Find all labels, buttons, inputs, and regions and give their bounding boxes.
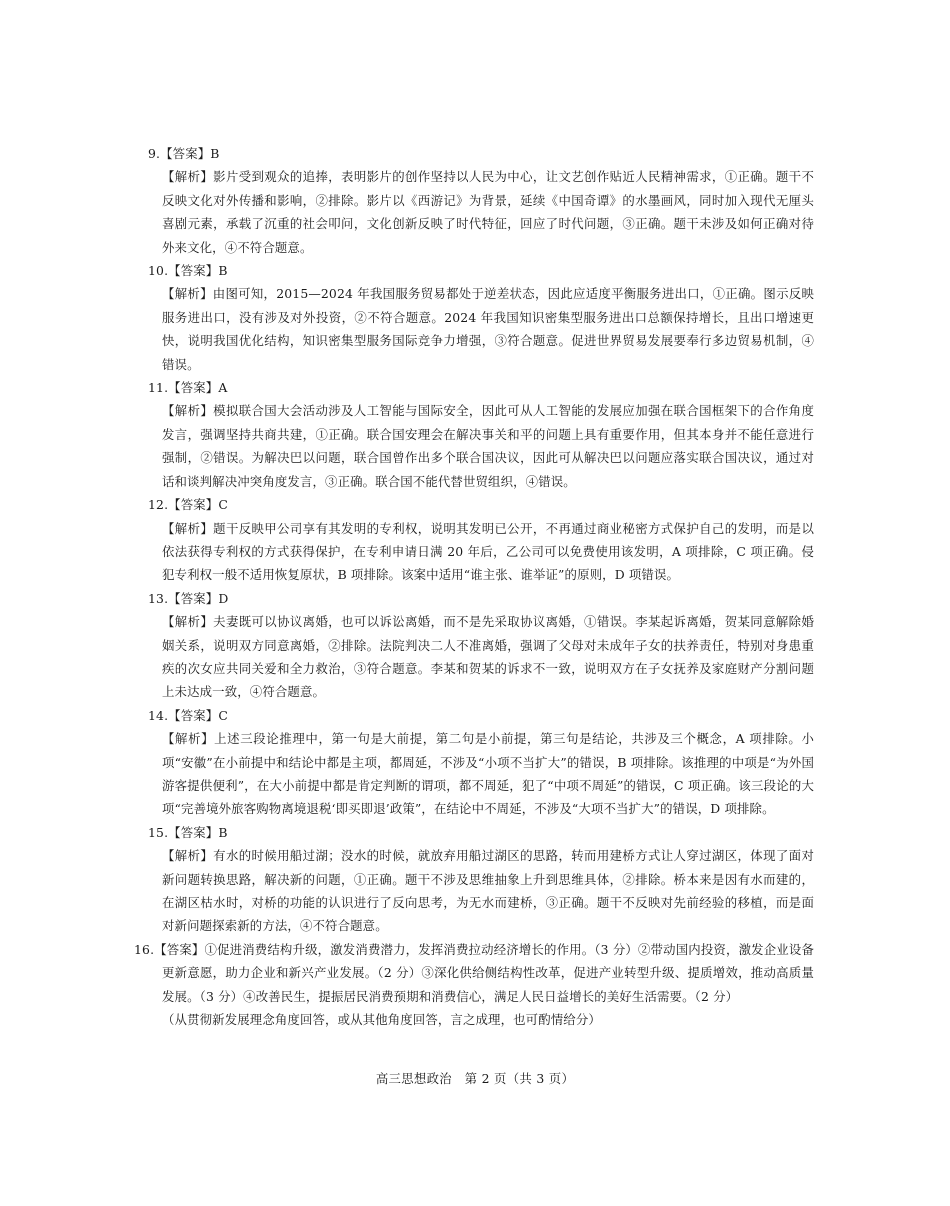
answer-text: 【答案】A	[168, 380, 228, 396]
answer-line	[148, 587, 814, 610]
answer-item-11	[148, 376, 814, 493]
answer-item-16	[134, 938, 814, 1032]
answer-item-10	[148, 259, 814, 376]
scoring-note: （从贯彻新发展理念角度回答，或从其他角度回答，言之成理，也可酌情给分）	[162, 1012, 601, 1028]
analysis-text: 【解析】有水的时候用船过湖；没水的时候，就放弃用船过湖区的思路，转而用建桥方式让人穿过湖区，体现了面对新问题转换思路，解决新的问题，①正确。题干不涉及思维抽象上升到思维具体，②排除。桥本来是因有水而建的，在湖区枯水时，对桥的功能的认识进行了反向思考，为无水而建桥，③正确。题干不反映对先前经验的移植，而是面对新问题探索新的方法，④不符合题意。	[162, 848, 814, 934]
answer-text: 【答案】C	[168, 497, 228, 513]
answer-item-15	[148, 821, 814, 938]
question-number: 14.	[148, 707, 169, 723]
answer-text: 【答案】D	[168, 590, 229, 606]
answer-line	[148, 142, 814, 165]
question-number: 16.	[134, 941, 155, 957]
question-number: 10.	[148, 263, 169, 279]
page-footer: 高三思想政治 第 2 页（共 3 页）	[375, 1071, 575, 1086]
answer-line	[148, 704, 814, 727]
analysis-text: 【解析】影片受到观众的追捧，表明影片的创作坚持以人民为中心，让文艺创作贴近人民精神需求，①正确。题干不反映文化对外传播和影响，②排除。影片以《西游记》为背景，延续《中国奇谭》的水墨画风，同时加入现代无厘头喜剧元素，承载了沉重的社会叩问，文化创新反映了时代特征，回应了时代问题，③正确。题干未涉及如何正确对待外来文化，④不符合题意。	[162, 169, 814, 255]
analysis-text: 【解析】夫妻既可以协议离婚，也可以诉讼离婚，而不是先采取协议离婚，①错误。李某起诉离婚，贺某同意解除婚姻关系，说明双方同意离婚，②排除。法院判决二人不准离婚，强调了父母对未成年子女的扶养责任，特别对身患重疾的次女应共同关爱和全力救治，③符合题意。李某和贺某的诉求不一致，说明双方在子女抚养及家庭财产分割问题上未达成一致，④符合题意。	[162, 614, 814, 700]
answer-line	[148, 259, 814, 282]
answer-text: 【答案】①促进消费结构升级，激发消费潜力，发挥消费拉动经济增长的作用。（3 分）②带动国内投资，激发企业设备更新意愿，助力企业和新兴产业发展。（2 分）③深化供给侧结构性改革，促进产业转型升级、提质增效，推动高质量发展。（3 分）④改善民生，提振居民消费预期和消费信心，满足人民日益增长的美好生活需要。（2 分）	[154, 941, 814, 1004]
answer-item-12	[148, 493, 814, 587]
answer-line	[148, 493, 814, 516]
question-number: 13.	[148, 590, 169, 606]
question-number: 15.	[148, 824, 169, 840]
answer-line	[134, 938, 814, 1008]
answer-item-14	[148, 704, 814, 821]
answer-item-13	[148, 587, 814, 704]
answer-text: 【答案】B	[160, 146, 220, 161]
analysis-text: 【解析】由图可知，2015—2024 年我国服务贸易都处于逆差状态，因此应适度平衡服务进出口，①正确。图示反映服务进出口，没有涉及对外投资，②不符合题意。2024 年我国知识密集型服务进出口总额保持增长，且出口增速更快，说明我国优化结构，知识密集型服务国际竞争力增强，③符合题意。促进世界贸易发展要奉行多边贸易机制，④错误。	[162, 286, 814, 372]
analysis-text: 【解析】题干反映甲公司享有其发明的专利权，说明其发明已公开，不再通过商业秘密方式保护自己的发明，而是以依法获得专利权的方式获得保护，在专利申请日满 20 年后，乙公司可以免费使用该发明，A 项排除，C 项正确。侵犯专利权一般不适用恢复原状，B 项排除。该案中适用“谁主张、谁举证”的原则，D 项错误。	[162, 520, 814, 583]
analysis-text: 【解析】上述三段论推理中，第一句是大前提，第二句是小前提，第三句是结论，共涉及三个概念，A 项排除。小项“安徽”在小前提中和结论中都是主项，都周延，不涉及“小项不当扩大”的错误，B 项排除。该推理的中项是“为外国游客提供便利”，在大小前提中都是肯定判断的谓项，都不周延，犯了“中项不周延”的错误，C 项正确。该三段论的大项“完善境外旅客购物离境退税‘即买即退’政策”，在结论中不周延，不涉及“大项不当扩大”的错误，D 项排除。	[162, 731, 814, 817]
answer-list	[134, 142, 814, 1031]
answer-line	[148, 821, 814, 844]
answer-text: 【答案】B	[168, 263, 228, 279]
answer-text: 【答案】B	[168, 824, 228, 840]
answer-item-9	[148, 142, 814, 259]
question-number: 12.	[148, 497, 169, 513]
answer-line	[148, 376, 814, 399]
analysis-text: 【解析】模拟联合国大会活动涉及人工智能与国际安全，因此可从人工智能的发展应加强在联合国框架下的合作角度发言，强调坚持共商共建，①正确。联合国安理会在解决事关和平的问题上具有重要作用，但其本身并不能任意进行强制，②错误。为解决巴以问题，联合国曾作出多个联合国决议，因此可从解决巴以问题应落实联合国决议，通过对话和谈判解决冲突角度发言，③正确。联合国不能代替世贸组织，④错误。	[162, 403, 814, 489]
question-number: 11.	[148, 380, 169, 396]
question-number: 9.	[148, 146, 161, 161]
answer-text: 【答案】C	[168, 707, 228, 723]
